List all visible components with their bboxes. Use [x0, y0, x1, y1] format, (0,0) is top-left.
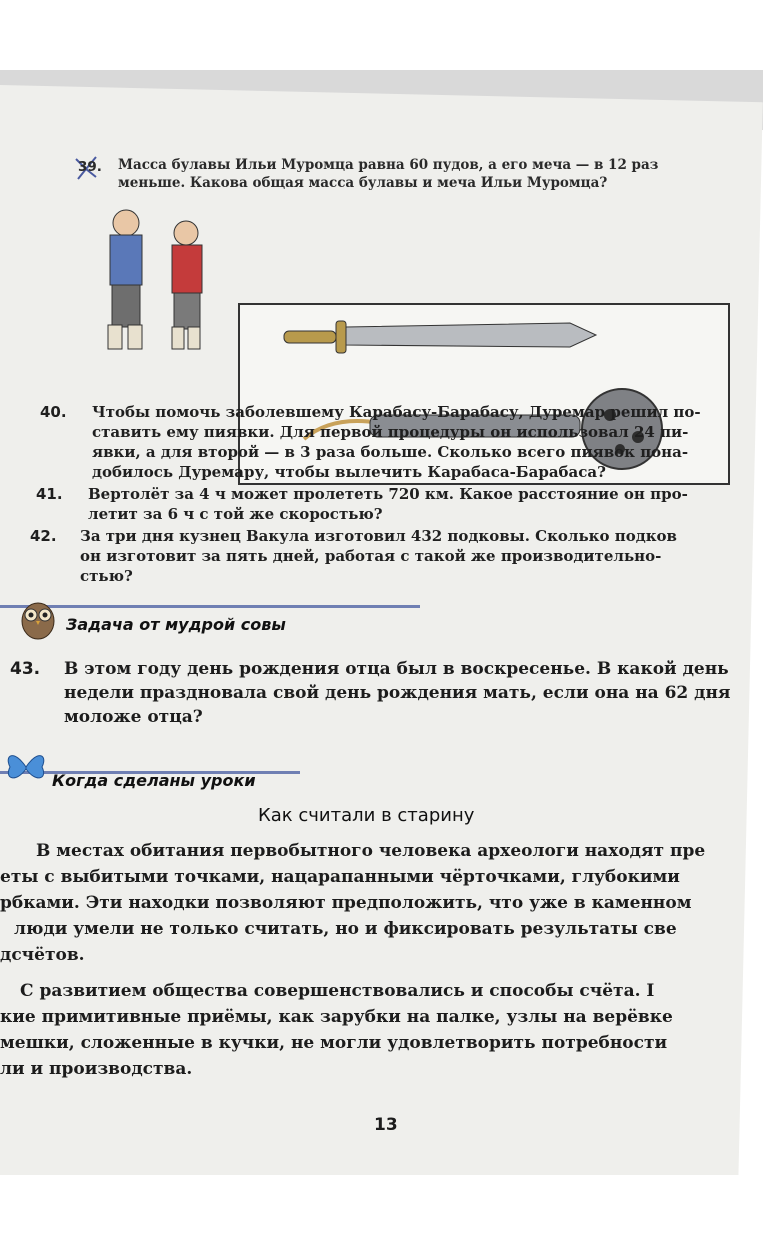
- article-text-line: рбками. Эти находки позволяют предположить, что уже в каменном: [0, 893, 692, 913]
- article-text-line: В местах обитания первобытного человека археологи находят пре: [36, 841, 706, 861]
- article-text-line: С развитием общества совершенствовались и способы счёта. I: [20, 981, 655, 1001]
- problem-text-line: меньше. Какова общая масса булавы и меча Ильи Муромца?: [118, 175, 608, 191]
- page-number: 13: [374, 1115, 398, 1135]
- butterfly-icon: [4, 747, 48, 787]
- article-text-line: люди умели не только считать, но и фиксировать результаты све: [14, 919, 677, 939]
- problem-number: 41.: [36, 485, 63, 503]
- owl-icon: [14, 593, 62, 641]
- article-text-line: еты с выбитыми точками, нацарапанными чёрточками, глубокими: [0, 867, 680, 887]
- problem-number: 39.: [78, 159, 102, 175]
- article-title: Как считали в старину: [258, 805, 475, 826]
- problem-text-line: Масса булавы Ильи Муромца равна 60 пудов, а его меча — в 12 раз: [118, 157, 659, 173]
- problem-text-line: добилось Дуремару, чтобы вылечить Карабаса-Барабаса?: [92, 463, 606, 482]
- problem-text-line: моложе отца?: [63, 707, 203, 727]
- textbook-page: [0, 85, 763, 1202]
- problem-number: 42.: [30, 527, 57, 545]
- article-text-line: ли и производства.: [0, 1059, 193, 1079]
- problem-number: 40.: [40, 403, 67, 421]
- article-text-line: мешки, сложенные в кучки, не могли удовлетворить потребности: [0, 1033, 668, 1053]
- problem-text-line: Вертолёт за 4 ч может пролететь 720 км. Какое расстояние он про-: [88, 485, 688, 503]
- problem-text-line: За три дня кузнец Вакула изготовил 432 подковы. Сколько подков: [80, 527, 677, 545]
- article-text-line: дсчётов.: [0, 945, 85, 965]
- section-divider: [0, 605, 420, 608]
- boys-illustration: [88, 205, 238, 365]
- problem-text-line: стью?: [80, 567, 133, 585]
- section-title-owl: Задача от мудрой совы: [66, 615, 286, 634]
- problem-text-line: недели праздновала свой день рождения мать, если она на 62 дня: [63, 683, 731, 703]
- section-title-homework: Когда сделаны уроки: [52, 771, 256, 790]
- background-surface: [0, 1175, 763, 1242]
- problem-text-line: В этом году день рождения отца был в воскресенье. В какой день: [63, 659, 729, 679]
- problem-text-line: Чтобы помочь заболевшему Карабасу-Барабасу, Дуремар решил по-: [92, 403, 701, 421]
- problem-text-line: явки, а для второй — в 3 раза больше. Сколько всего пиявок пона-: [92, 443, 689, 461]
- problem-text-line: он изготовит за пять дней, работая с такой же производительно-: [80, 547, 662, 565]
- problem-text-line: ставить ему пиявки. Для первой процедуры он использовал 24 пи-: [92, 423, 689, 441]
- problem-text-line: летит за 6 ч с той же скоростью?: [88, 505, 383, 523]
- problem-number: 43.: [9, 659, 41, 679]
- article-text-line: кие примитивные приёмы, как зарубки на палке, узлы на верёвке: [0, 1007, 673, 1027]
